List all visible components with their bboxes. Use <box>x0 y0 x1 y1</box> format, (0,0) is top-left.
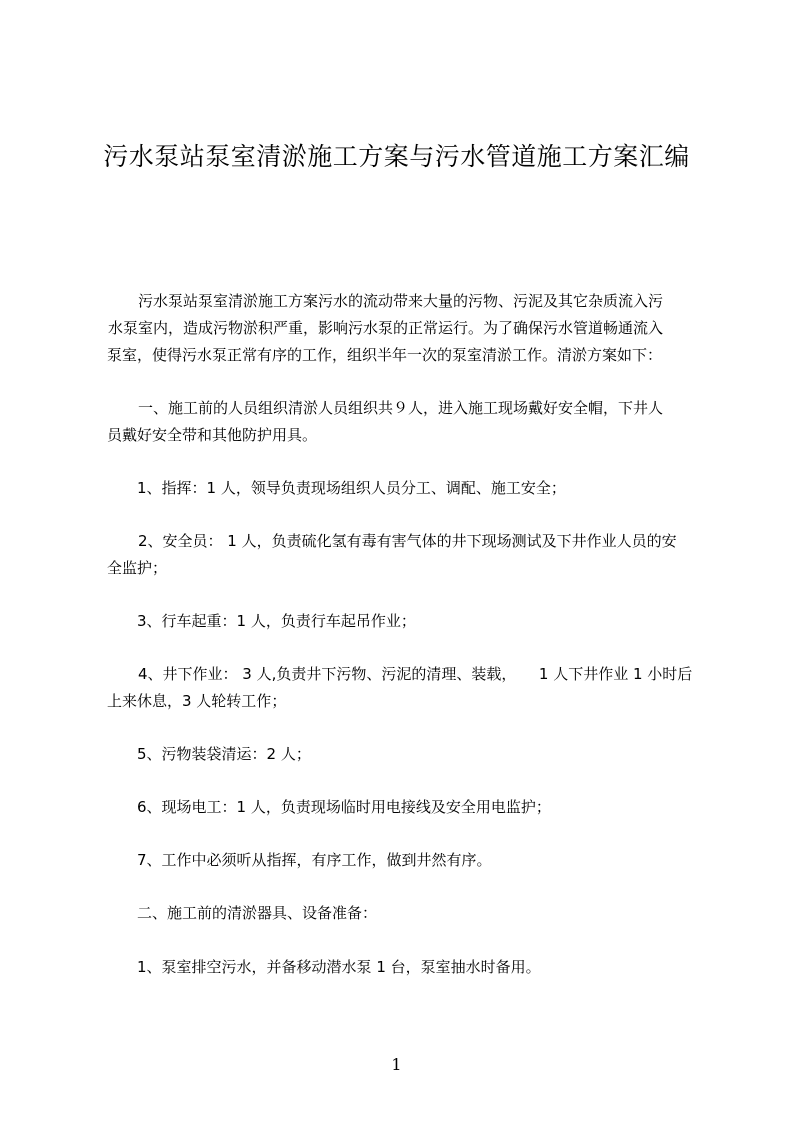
item-2-line-1: 2、安全员： 1 人，负责硫化氢有毒有害气体的井下现场测试及下井作业人员的安 <box>138 532 677 550</box>
section-1-line-1: 一、施工前的人员组织清淤人员组织共９人，进入施工现场戴好安全帽，下井人 <box>138 399 664 417</box>
section-2-paragraph <box>137 900 377 927</box>
item-1-paragraph <box>137 475 566 502</box>
item-4-line-1: 4、井下作业： 3 人,负责井下污物、污泥的清理、装载， 1 人下井作业 1 小时后 <box>138 665 693 683</box>
intro-line-2: 水泵室内，造成污物淤积严重，影响污水泵的正常运行。为了确保污水管道畅通流入 <box>108 319 664 337</box>
item-6-paragraph <box>137 794 551 821</box>
section-2-line: 二、施工前的清淤器具、设备准备： <box>137 904 378 922</box>
item-7-paragraph <box>137 847 492 874</box>
item-2-line-2: 全监护； <box>107 559 168 577</box>
item-6-line: 6、现场电工：1 人，负责现场临时用电接线及安全用电监护； <box>137 798 551 816</box>
intro-line-3: 泵室，使得污水泵正常有序的工作，组织半年一次的泵室清淤工作。清淤方案如下： <box>107 346 663 364</box>
section-2-item-1-paragraph <box>137 954 541 981</box>
intro-line-1: 污水泵站泵室清淤施工方案污水的流动带来大量的污物、污泥及其它杂质流入污 <box>138 292 664 310</box>
item-1-line: 1、指挥：1 人，领导负责现场组织人员分工、调配、施工安全； <box>137 479 566 497</box>
section-1-line-2: 员戴好安全带和其他防护用具。 <box>107 426 318 444</box>
intro-paragraph <box>107 288 727 369</box>
item-3-line: 3、行车起重：1 人，负责行车起吊作业； <box>137 612 416 630</box>
section-1-paragraph <box>107 395 727 449</box>
item-5-line: 5、污物装袋清运：2 人； <box>137 745 311 763</box>
item-3-paragraph <box>137 608 416 635</box>
item-4-paragraph <box>107 661 727 715</box>
item-2-paragraph <box>107 528 727 582</box>
page-title: 污水泵站泵室清淤施工方案与污水管道施工方案汇编 <box>103 142 690 171</box>
page-number: 1 <box>391 1055 402 1074</box>
item-5-paragraph <box>137 741 311 768</box>
section-2-item-1-line: 1、泵室排空污水，并备移动潜水泵 1 台，泵室抽水时备用。 <box>137 958 541 976</box>
item-4-line-2: 上来休息，3 人轮转工作； <box>107 692 287 710</box>
item-7-line: 7、工作中必须听从指挥，有序工作，做到井然有序。 <box>137 851 492 869</box>
